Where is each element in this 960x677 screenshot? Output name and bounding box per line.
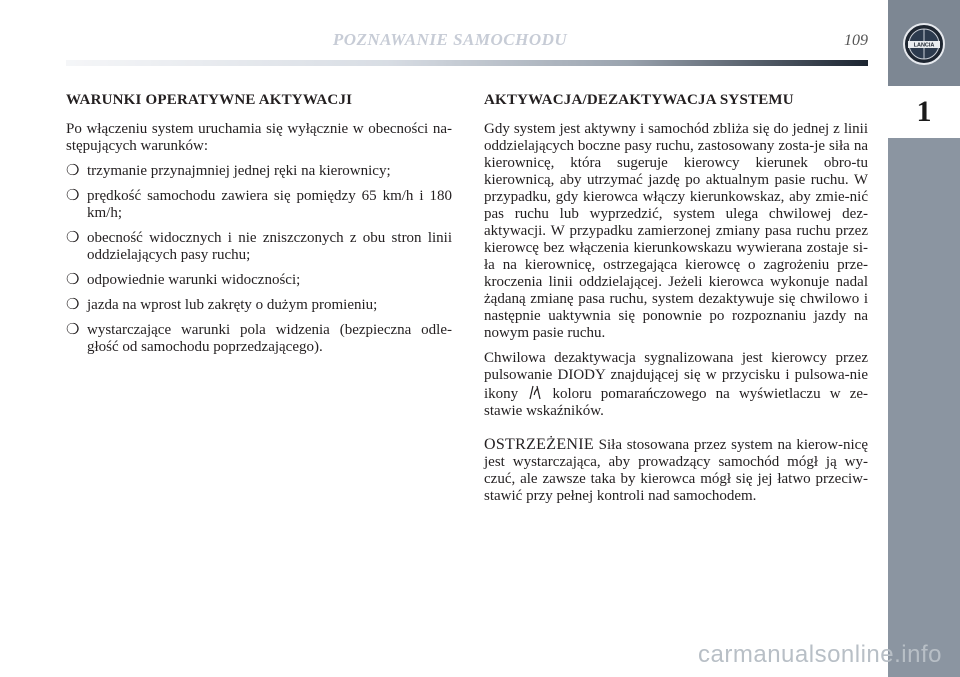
list-item-text: jazda na wprost lub zakręty o dużym promieniu;: [87, 297, 378, 313]
deactivation-paragraph: [484, 350, 868, 420]
right-heading: AKTYWACJA/DEZAKTYWACJA SYSTEMU: [484, 92, 794, 108]
warning-paragraph: [484, 436, 868, 505]
left-column: [66, 92, 452, 364]
lancia-logo-icon: [902, 22, 946, 66]
list-item-text: prędkość samochodu zawiera się pomiędzy 65 km/h i 180 km/h;: [87, 188, 452, 221]
left-heading: WARUNKI OPERATYWNE AKTYWACJI: [66, 92, 353, 108]
list-item-text: odpowiednie warunki widoczności;: [87, 272, 301, 288]
list-item: [66, 230, 452, 264]
list-item: [66, 272, 452, 289]
bullet-icon: ❍: [66, 188, 80, 204]
chapter-number: 1: [888, 86, 960, 138]
list-item: [66, 163, 452, 180]
bullet-icon: ❍: [66, 230, 80, 246]
bullet-icon: ❍: [66, 163, 80, 179]
list-item-text: obecność widocznych i nie zniszczonych z obu stron linii oddzielających pasy ruchu;: [87, 230, 452, 263]
deactivation-text-end: koloru pomarańczowego na wyświetlaczu w ze-stawie wskaźników.: [484, 386, 869, 419]
bullet-icon: ❍: [66, 272, 80, 288]
warning-label: OSTRZEŻENIE: [484, 436, 594, 453]
left-intro: Po włączeniu system uruchamia się wyłącznie w obecności na-stępujących warunków:: [66, 121, 452, 154]
conditions-list: [66, 163, 452, 356]
watermark: carmanualsonline.info: [698, 641, 942, 668]
header-divider: [66, 60, 868, 66]
list-item-text: wystarczające warunki pola widzenia (bezpieczna odle-głość od samochodu poprzedzającego).: [87, 322, 452, 355]
warning-text: Siła stosowana przez system na kierow-nicę jest wystarczająca, aby prowadzący samochód mógł ją wy-czuć, ale zawsze taka by kierowca mógł się jej łatwo przeciw-stawić przy pełnej kontroli nad samochodem.: [484, 437, 869, 504]
list-item: [66, 322, 452, 356]
logo-text: LANCIA: [913, 42, 935, 49]
list-item-text: trzymanie przynajmniej jednej ręki na kierownicy;: [87, 163, 391, 179]
list-item: [66, 297, 452, 314]
logo-block: [888, 0, 960, 86]
bullet-icon: ❍: [66, 322, 80, 338]
right-column: [484, 92, 868, 513]
page-number: 109: [844, 32, 868, 49]
chapter-sidebar: [888, 0, 960, 677]
bullet-icon: ❍: [66, 297, 80, 313]
list-item: [66, 188, 452, 222]
lane-departure-icon: [527, 384, 543, 400]
deactivation-text-start: Chwilowa dezaktywacja sygnalizowana jest kierowcy przez pulsowanie DIODY znajdującej się w przycisku i pulsowa-nie ikony: [484, 350, 868, 402]
activation-paragraph: Gdy system jest aktywny i samochód zbliża się do jednej z linii oddzielających boczne pasy ruchu, zastosowany zosta-je siła na kierownicę, która sugeruje kierowcy kierunek obro-tu kierownicą, aby utrzymać jazdę po aktualnym pasie ruchu. W przypadku, gdy kierowca włączy kierunkowskaz, aby zmie-nić pas ruchu lub wyprzedzić, system ulega chwilowej dez-aktywacji. W przypadku zamierzonej zmiany pasa ruchu przez kierowcę bez włączenia kierunkowskazu wywierana zostaje si-ła na kierownicę, ostrzegająca kierowcę o zagrożeniu prze-kroczenia linii oddzielającej. Jeżeli kierowca wykonuje nadal żądaną zmianę pasa ruchu, system dezaktywuje się chwilowo i następnie uaktywnia się ponownie po rozpoznaniu jazdy na nowym pasie ruchu.: [484, 121, 868, 341]
section-title: POZNAWANIE SAMOCHODU: [332, 30, 568, 49]
